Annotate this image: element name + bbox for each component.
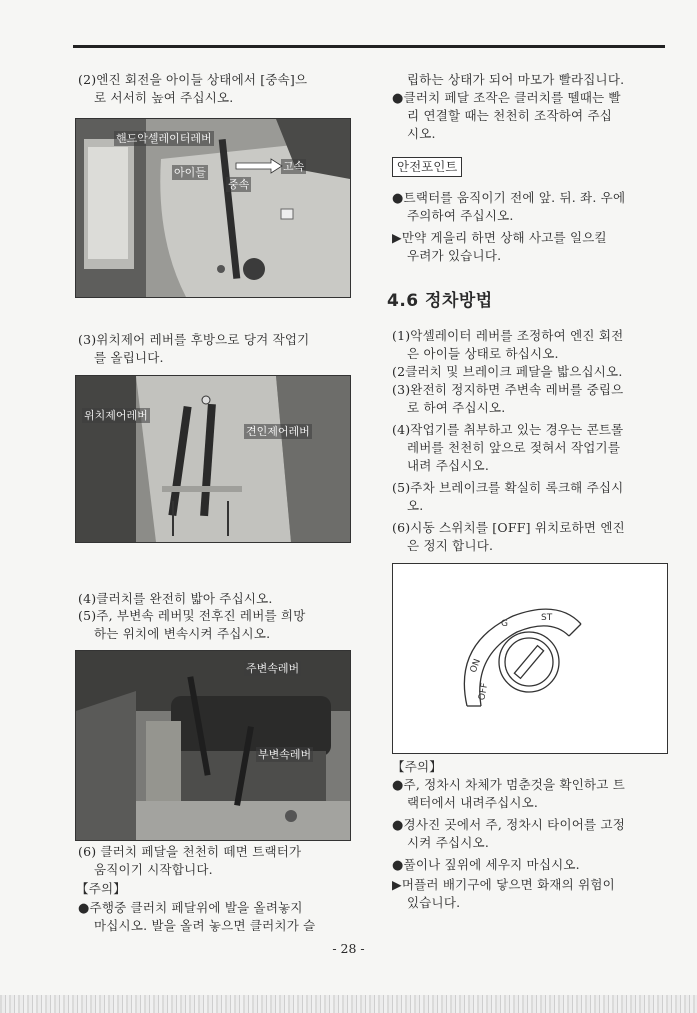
bullet-icon: ● xyxy=(392,858,404,873)
photo-position-control xyxy=(75,375,351,543)
stop-step-5-line2: 오. xyxy=(407,498,424,513)
key-label-on: ON xyxy=(468,657,483,675)
page-number: - 28 - xyxy=(332,941,365,956)
bullet-icon: ● xyxy=(392,91,404,106)
key-label-off: OFF xyxy=(477,682,491,702)
tag-main-shift: 주변속레버 xyxy=(246,662,300,675)
caution-right-2-line2: 시켜 주십시오. xyxy=(407,835,489,850)
photo-hand-accelerator xyxy=(75,118,351,298)
step-5-line2: 하는 위치에 변속시켜 주십시오. xyxy=(94,626,271,641)
warn-arrow-line2: 우려가 있습니다. xyxy=(407,248,502,263)
stop-step-3-line2: 로 하여 주십시오. xyxy=(407,400,506,415)
clutch-bullet-line2: 리 연결할 때는 천천히 조작하여 주십 xyxy=(407,108,612,123)
caution-right-2-line1: ●경사진 곳에서 주, 정차시 타이어를 고정 xyxy=(392,817,625,833)
stop-step-3-line1: (3)완전히 정지하면 주변속 레버를 중립으 xyxy=(392,382,624,397)
caution-label-right: 【주의】 xyxy=(392,759,442,774)
tag-traction-lever: 견인제어레버 xyxy=(246,425,310,438)
caution-left-line2: 마십시오. 발을 올려 놓으면 클러치가 슬 xyxy=(94,918,316,933)
tag-position-lever: 위치제어레버 xyxy=(84,409,148,422)
stop-step-4-line3: 내려 주십시오. xyxy=(407,458,489,473)
scan-edge xyxy=(0,995,697,1013)
step-2-line2: 로 서서히 높여 주십시오. xyxy=(94,90,234,105)
bullet-icon: ● xyxy=(78,901,90,916)
step-3-line2: 를 올립니다. xyxy=(94,350,164,365)
step-3-line1: (3)위치제어 레버를 후방으로 당겨 작업기 xyxy=(78,332,310,347)
section-title: 4.6 정차방법 xyxy=(387,291,493,311)
clutch-bullet-line1: ●클러치 페달 조작은 클러치를 뗄때는 빨 xyxy=(392,90,621,106)
stop-step-1-line1: (1)악셀레이터 레버를 조정하여 엔진 회전 xyxy=(392,328,624,343)
check-bullet-line2: 주의하여 주십시오. xyxy=(407,208,514,223)
caution-label-left: 【주의】 xyxy=(76,881,126,896)
continued-line: 립하는 상태가 되어 마모가 빨라집니다. xyxy=(407,72,625,87)
arrow-icon: ▶ xyxy=(392,877,402,892)
caution-right-1-line2: 랙터에서 내려주십시오. xyxy=(407,795,539,810)
tag-hand-accelerator: 핸드악셀레이터레버 xyxy=(116,132,212,145)
stop-step-4-line1: (4)작업기를 취부하고 있는 경우는 콘트롤 xyxy=(392,422,624,437)
stop-step-6-line1: (6)시동 스위치를 [OFF] 위치로하면 엔진 xyxy=(392,520,625,535)
caution-right-4-line1: ▶머플러 배기구에 닿으면 화재의 위험이 xyxy=(392,877,615,892)
caution-right-3: ●풀이나 짚위에 세우지 마십시오. xyxy=(392,857,580,873)
clutch-bullet-line3: 시오. xyxy=(407,126,436,141)
safety-point-label: 안전포인트 xyxy=(392,157,462,177)
caution-right-4-line2: 있습니다. xyxy=(407,895,461,910)
stop-step-4-line2: 레버를 천천히 앞으로 젖혀서 작업기를 xyxy=(407,440,621,455)
tag-sub-shift: 부변속레버 xyxy=(258,748,312,761)
bullet-icon: ● xyxy=(392,191,404,206)
arrow-icon: ▶ xyxy=(392,230,402,245)
photo-shift-levers xyxy=(75,650,351,841)
check-bullet-line1: ●트랙터를 움직이기 전에 앞. 뒤. 좌. 우에 xyxy=(392,190,626,206)
stop-step-5-line1: (5)주차 브레이크를 확실히 록크해 주십시 xyxy=(392,480,624,495)
ignition-switch-diagram xyxy=(392,563,668,754)
step-6-line1: (6) 클러치 페달을 천천히 떼면 트랙터가 xyxy=(78,844,302,859)
step-2-line1: (2)엔진 회전을 아이들 상태에서 [중속]으 xyxy=(78,72,308,87)
step-6-line2: 움직이기 시작합니다. xyxy=(94,862,213,877)
tag-mid-speed: 중속 xyxy=(228,178,250,191)
bullet-icon: ● xyxy=(392,778,404,793)
tag-high-speed: 고속 xyxy=(283,160,305,173)
step-4: (4)클러치를 완전히 밟아 주십시오. xyxy=(78,591,273,606)
stop-step-6-line2: 은 정지 합니다. xyxy=(407,538,494,553)
stop-step-2: (2클러치 및 브레이크 페달을 밟으십시오. xyxy=(392,364,623,379)
step-5-line1: (5)주, 부변속 레버및 전후진 레버를 희망 xyxy=(78,608,306,623)
key-label-g: G xyxy=(501,619,508,629)
stop-step-1-line2: 은 아이들 상태로 하십시오. xyxy=(407,346,559,361)
key-label-st: ST xyxy=(541,613,553,623)
header-rule xyxy=(73,45,665,48)
caution-right-1-line1: ●주, 정차시 차체가 멈춘것을 확인하고 트 xyxy=(392,777,625,793)
warn-arrow-line1: ▶만약 게을리 하면 상해 사고를 일으킬 xyxy=(392,230,607,245)
caution-left-line1: ●주행중 클러치 페달위에 발을 올려놓지 xyxy=(78,900,303,916)
bullet-icon: ● xyxy=(392,818,404,833)
tag-idle: 아이들 xyxy=(174,166,206,179)
